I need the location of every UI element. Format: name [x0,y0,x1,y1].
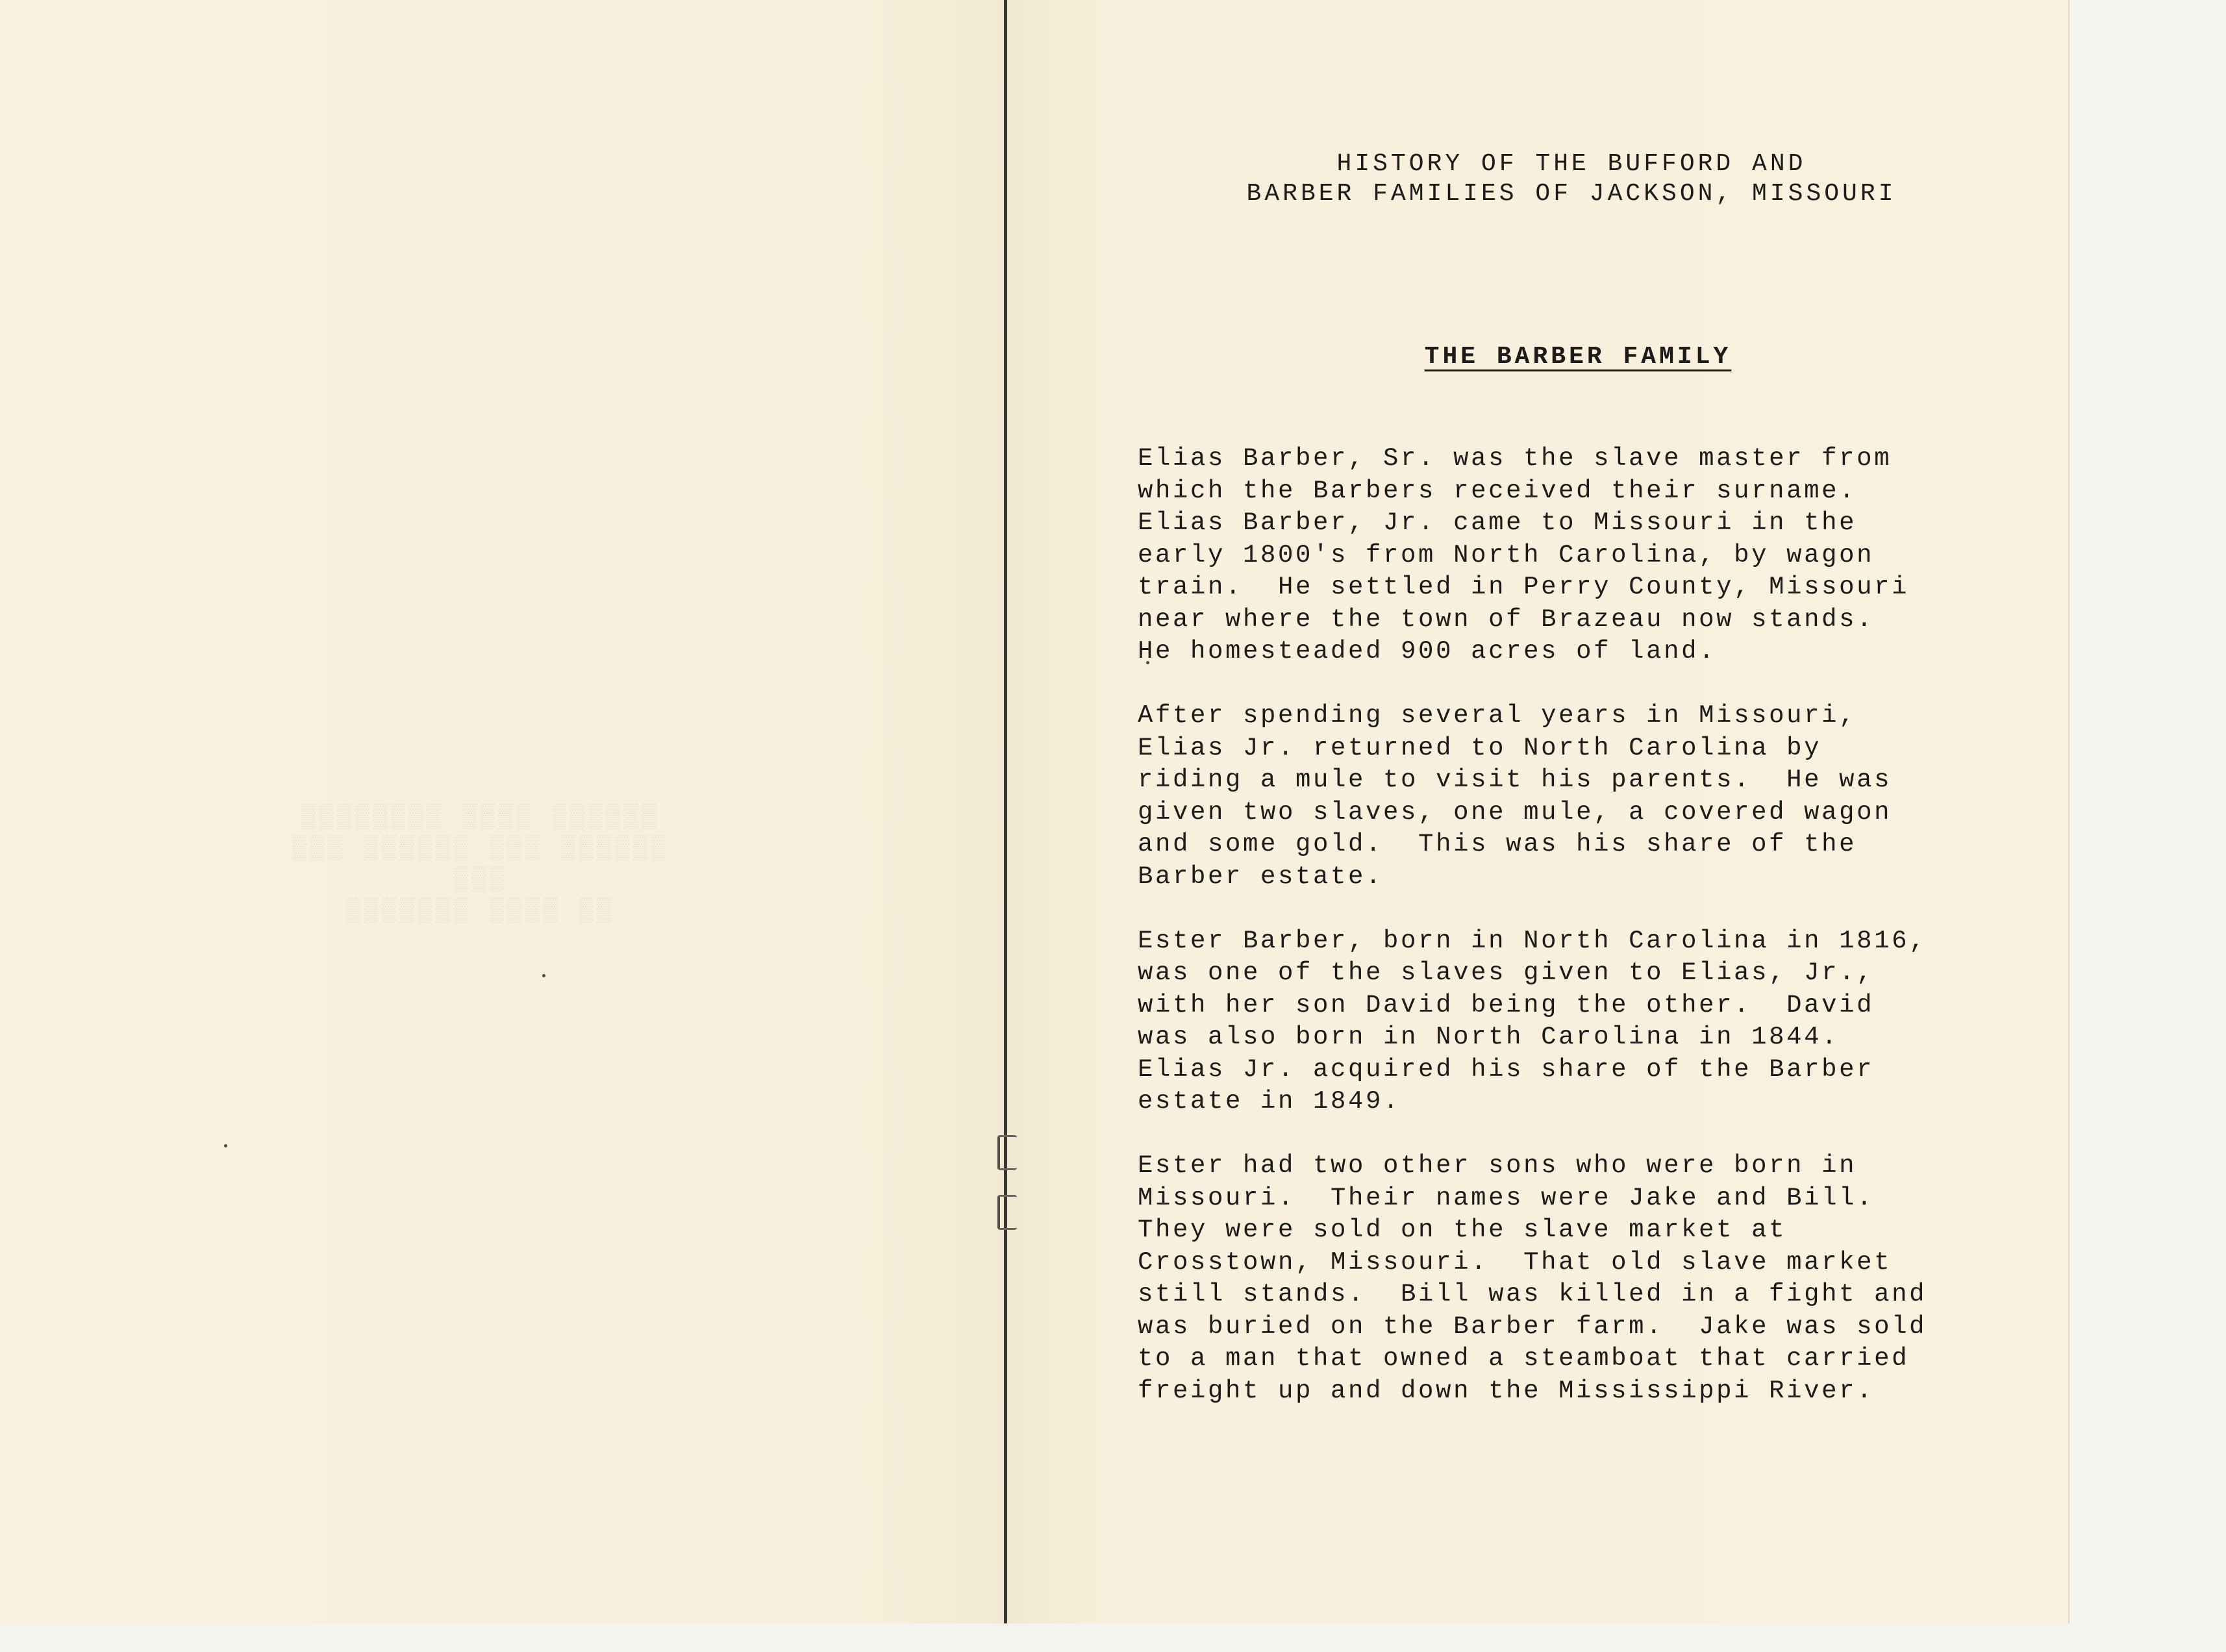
text-line: to a man that owned a steamboat that carried [1138,1344,1910,1373]
paragraph-4 [1138,1150,2034,1407]
document-title [1182,149,1961,209]
body-text [1138,443,2034,1440]
show-through-text: ▒▒▒▒▒▒▒▒ ▒▒▒▒ ▒▒▒▒▒▒ ▒▒▒ ▒▒▒▒▒▒ ▒▒▒ ▒▒▒▒▒▒ ▒▒▒ ▒▒▒▒▒▒▒ ▒▒▒▒ ▒▒ [292,804,669,924]
section-heading-text: THE BARBER FAMILY [1424,343,1732,371]
text-line: Elias Barber, Jr. came to Missouri in the [1138,508,1857,537]
text-line: near where the town of Brazeau now stands. [1138,605,1875,634]
text-line: was buried on the Barber farm. Jake was sold [1138,1312,1927,1341]
text-line: and some gold. This was his share of the [1138,830,1857,858]
text-line: estate in 1849. [1138,1087,1401,1116]
left-page-blank [0,0,1005,1623]
text-line: train. He settled in Perry County, Missouri [1138,573,1910,601]
section-heading [1169,343,1987,371]
text-line: Crosstown, Missouri. That old slave market [1138,1247,1892,1277]
text-line: He homesteaded 900 acres of land. [1138,637,1717,666]
paragraph-3 [1138,925,2034,1118]
text-line: riding a mule to visit his parents. He was [1138,766,1892,794]
text-line: Elias Jr. returned to North Carolina by [1138,733,1822,762]
paper-speck [224,1144,227,1147]
staple-bottom [997,1195,1017,1230]
text-line: Elias Barber, Sr. was the slave master from [1138,444,1892,473]
title-line: HISTORY OF THE BUFFORD AND [1336,150,1807,178]
text-line: which the Barbers received their surname. [1138,476,1857,505]
text-line: still stands. Bill was killed in a fight and [1138,1280,1927,1308]
paper-speck [542,974,545,977]
text-line: Elias Jr. acquired his share of the Barber [1138,1055,1875,1084]
paragraph-2 [1138,700,2034,893]
text-line: Ester had two other sons who were born in [1138,1151,1857,1180]
text-line: was one of the slaves given to Elias, Jr., [1138,958,1875,987]
text-line: After spending several years in Missouri, [1138,701,1857,730]
title-line: BARBER FAMILIES OF JACKSON, MISSOURI [1246,180,1897,208]
text-line: with her son David being the other. David [1138,990,1875,1020]
staple-top [997,1135,1017,1170]
text-line: Ester Barber, born in North Carolina in 1816, [1138,926,1927,955]
text-line: early 1800's from North Carolina, by wagon [1138,540,1875,569]
text-line: was also born in North Carolina in 1844. [1138,1023,1840,1051]
text-line: Missouri. Their names were Jake and Bill. [1138,1183,1875,1212]
text-line: Barber estate. [1138,862,1384,891]
text-line: given two slaves, one mule, a covered wagon [1138,797,1892,827]
text-line: They were sold on the slave market at [1138,1216,1787,1244]
paragraph-1 [1138,443,2034,668]
page-gutter [1004,0,1007,1623]
text-line: freight up and down the Mississippi River. [1138,1376,1875,1405]
